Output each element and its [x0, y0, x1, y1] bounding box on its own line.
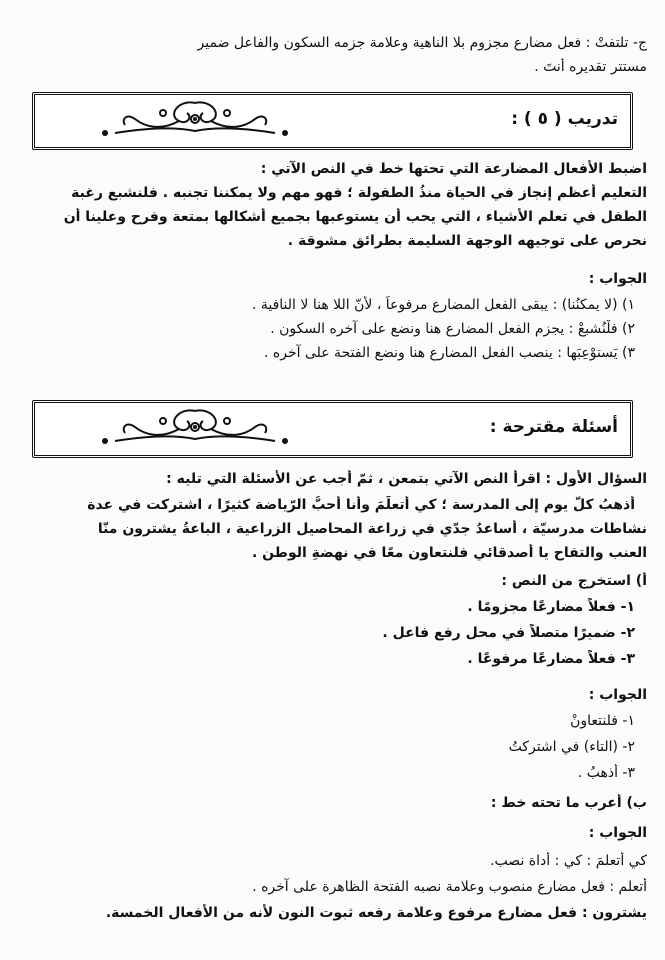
answer-item: ٢) فلْنُشبعْ : يجزم الفعل المضارع هنا ونضع على آخره السكون . — [270, 321, 635, 337]
answer-item: ٢- (التاء) في اشتركتُ — [508, 739, 635, 755]
answer-item: كي أتعلمَ : كي : أداة نصب. — [490, 853, 647, 869]
exercise-text-line: التعليم أعظم إنجاز في الحياة منذُ الطفولة ؛ فهو مهم ولا يمكننا تجنبه . فلنشبع رغبة — [71, 185, 647, 201]
question-heading: السؤال الأول : اقرأ النص الآتي بتمعن ، ثمّ أجب عن الأسئلة التي تليه : — [166, 471, 647, 487]
part-a-item: ١- فعلاً مضارعًا مجزومًا . — [467, 599, 635, 615]
part-a-item: ٣- فعلاً مضارعًا مرفوعًا . — [467, 651, 635, 667]
answer-item: ١) (لا يمكنُنا) : يبقى الفعل المضارع مرفوعاً ، لأنّ اللا هنا لا النافية . — [251, 297, 635, 313]
ornament-icon — [75, 405, 315, 451]
note-line-2: مستتر تقديره أنتَ . — [534, 59, 647, 75]
exercise-text-line: الطفل في تعلم الأشياء ، التي يحب أن يستوعبها بجميع أشكالها بمتعة وفرح وعلينا أن — [63, 209, 647, 225]
passage-line: نشاطات مدرسيّة ، أُساعدُ جدّي في زراعة المحاصيل الزراعية ، الباعةُ يشترون منّا — [97, 521, 647, 537]
note-line-1: ج- تلتفتْ : فعل مضارع مجزوم بلا الناهية وعلامة جزمه السكون والفاعل ضمير — [197, 35, 647, 51]
part-a-item: ٢- ضميرًا متصلاً في محل رفع فاعل . — [382, 625, 635, 641]
ornament-icon — [75, 97, 315, 143]
passage-line: العنب والتفاح يا أصدقائي فلنتعاون معًا في نهضةِ الوطن . — [251, 545, 647, 561]
answer-item: ٣) يَستوْعِبَها : ينصب الفعل المضارع هنا ونضع الفتحة على آخره . — [263, 345, 635, 361]
answer-item: أتعلم : فعل مضارع منصوب وعلامة نصبه الفتحة الظاهرة على آخره . — [252, 879, 647, 895]
answer-label: الجواب : — [588, 825, 647, 841]
suggested-banner — [32, 400, 633, 458]
answer-label: الجواب : — [588, 271, 647, 287]
exercise-banner — [32, 92, 633, 150]
part-b-heading: ب) أعرب ما تحته خط : — [490, 795, 647, 811]
suggested-title: أسئلة مقترحة : — [489, 417, 618, 437]
exercise-title: تدريب ( ٥ ) : — [511, 109, 618, 129]
exercise-instruction: اضبط الأفعال المضارعة التي تحتها خط في النص الآتي : — [260, 161, 647, 177]
exercise-text-line: نحرص على توجيهه الوجهة السليمة بطرائق مشوقة . — [287, 233, 647, 249]
answer-item: يشترون : فعل مضارع مرفوع وعلامة رفعه ثبوت النون لأنه من الأفعال الخمسة. — [105, 905, 647, 921]
answer-item: ٣- أذهبُ . — [577, 765, 635, 781]
answer-item: ١- فلنتعاونْ — [570, 713, 635, 729]
answer-label: الجواب : — [588, 687, 647, 703]
passage-line: أذهبُ كلّ يوم إلى المدرسة ؛ كي أتعلّمَ وأنا أُحبُّ الرّياضة كثيرًا ، اشتركت في عدة — [87, 497, 635, 513]
part-a-heading: أ) استخرج من النص : — [501, 573, 647, 589]
